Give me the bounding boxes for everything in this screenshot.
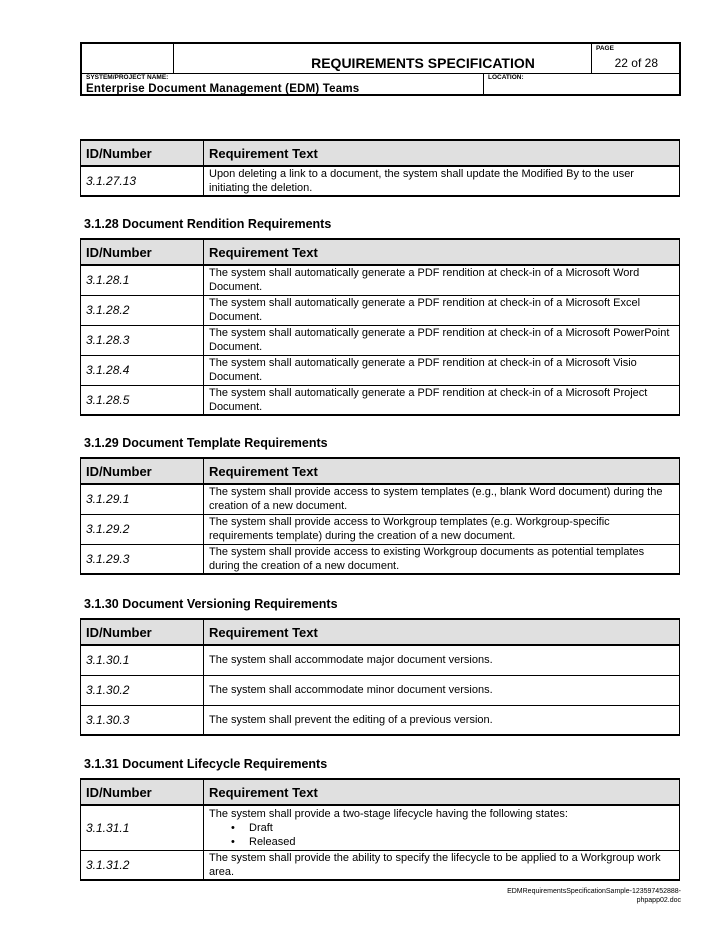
requirements-table-3-1-29 bbox=[80, 457, 680, 575]
table-row bbox=[81, 850, 680, 880]
requirement-id: 3.1.28.1 bbox=[81, 265, 204, 295]
section-title-3-1-30: 3.1.30 Document Versioning Requirements bbox=[84, 597, 338, 611]
table-header-row bbox=[81, 458, 680, 484]
list-item: • Draft bbox=[249, 821, 674, 835]
requirements-table-3-1-31 bbox=[80, 778, 680, 881]
requirement-id: 3.1.28.3 bbox=[81, 325, 204, 355]
requirement-id: 3.1.29.2 bbox=[81, 514, 204, 544]
requirement-cell bbox=[204, 805, 680, 850]
requirements-table-3-1-30 bbox=[80, 618, 680, 736]
requirement-text: The system shall provide a two-stage lifecycle having the following states: bbox=[209, 807, 568, 820]
requirement-id: 3.1.31.2 bbox=[81, 850, 204, 880]
table-header-row bbox=[81, 779, 680, 805]
column-header-text: Requirement Text bbox=[204, 619, 680, 645]
column-header-id: ID/Number bbox=[81, 619, 204, 645]
table-row bbox=[81, 645, 680, 675]
location-box bbox=[483, 73, 682, 96]
requirement-id: 3.1.30.1 bbox=[81, 645, 204, 675]
page-number: 22 of 28 bbox=[614, 56, 658, 70]
table-row bbox=[81, 325, 680, 355]
table-header-row bbox=[81, 140, 680, 166]
table-header-row bbox=[81, 239, 680, 265]
requirement-text: The system shall automatically generate a PDF rendition at check-in of a Microsoft Word Document. bbox=[204, 265, 680, 295]
table-row bbox=[81, 166, 680, 196]
table-row bbox=[81, 544, 680, 574]
header-system-row bbox=[82, 73, 679, 96]
requirement-text: The system shall automatically generate a PDF rendition at check-in of a Microsoft PowerPoint Document. bbox=[204, 325, 680, 355]
table-header-row bbox=[81, 619, 680, 645]
requirement-id: 3.1.28.2 bbox=[81, 295, 204, 325]
requirement-text: The system shall automatically generate a PDF rendition at check-in of a Microsoft Excel Document. bbox=[204, 295, 680, 325]
requirement-text: The system shall prevent the editing of a previous version. bbox=[204, 705, 680, 735]
footer-filename-line1: EDMRequirementsSpecificationSample-123597452888- bbox=[507, 888, 681, 895]
footer-filename-line2: phpapp02.doc bbox=[636, 897, 681, 904]
section-title-3-1-31: 3.1.31 Document Lifecycle Requirements bbox=[84, 757, 328, 771]
column-header-text: Requirement Text bbox=[204, 779, 680, 805]
requirement-id: 3.1.30.3 bbox=[81, 705, 204, 735]
requirement-id: 3.1.27.13 bbox=[81, 166, 204, 196]
requirement-text: The system shall automatically generate a PDF rendition at check-in of a Microsoft Visio Document. bbox=[204, 355, 680, 385]
requirements-table-3-1-28 bbox=[80, 238, 680, 416]
requirement-text: Upon deleting a link to a document, the system shall update the Modified By to the user initiating the deletion. bbox=[204, 166, 680, 196]
requirement-text: The system shall accommodate major document versions. bbox=[204, 645, 680, 675]
system-label: SYSTEM/PROJECT NAME: bbox=[86, 74, 169, 81]
table-row bbox=[81, 705, 680, 735]
table-row bbox=[81, 355, 680, 385]
requirement-text: The system shall provide the ability to specify the lifecycle to be applied to a Workgroup work area. bbox=[204, 850, 680, 880]
column-header-text: Requirement Text bbox=[204, 239, 680, 265]
column-header-text: Requirement Text bbox=[204, 140, 680, 166]
requirement-id: 3.1.31.1 bbox=[81, 805, 204, 850]
header-left-cell bbox=[82, 44, 174, 73]
section-title-3-1-29: 3.1.29 Document Template Requirements bbox=[84, 436, 328, 450]
table-row bbox=[81, 805, 680, 850]
requirement-id: 3.1.29.1 bbox=[81, 484, 204, 514]
page-label: PAGE bbox=[596, 45, 614, 52]
document-title: REQUIREMENTS SPECIFICATION bbox=[311, 55, 535, 71]
requirement-id: 3.1.29.3 bbox=[81, 544, 204, 574]
lifecycle-states-list bbox=[209, 821, 674, 849]
column-header-id: ID/Number bbox=[81, 458, 204, 484]
header-title-row bbox=[82, 44, 679, 74]
document-header bbox=[80, 42, 681, 96]
system-name: Enterprise Document Management (EDM) Teams bbox=[86, 83, 360, 95]
location-label: LOCATION: bbox=[488, 74, 524, 81]
page-box bbox=[591, 44, 682, 73]
column-header-id: ID/Number bbox=[81, 779, 204, 805]
requirement-id: 3.1.28.5 bbox=[81, 385, 204, 415]
table-row bbox=[81, 675, 680, 705]
document-footer bbox=[431, 887, 681, 905]
section-title-3-1-28: 3.1.28 Document Rendition Requirements bbox=[84, 217, 332, 231]
requirement-id: 3.1.30.2 bbox=[81, 675, 204, 705]
table-row bbox=[81, 295, 680, 325]
requirement-text: The system shall provide access to Workgroup templates (e.g. Workgroup-specific requirements template) during the creation of a new document. bbox=[204, 514, 680, 544]
table-row bbox=[81, 265, 680, 295]
requirement-text: The system shall provide access to system templates (e.g., blank Word document) during the creation of a new document. bbox=[204, 484, 680, 514]
requirement-text: The system shall automatically generate a PDF rendition at check-in of a Microsoft Project Document. bbox=[204, 385, 680, 415]
column-header-text: Requirement Text bbox=[204, 458, 680, 484]
requirement-text: The system shall provide access to existing Workgroup documents as potential templates during the creation of a new document. bbox=[204, 544, 680, 574]
column-header-id: ID/Number bbox=[81, 140, 204, 166]
column-header-id: ID/Number bbox=[81, 239, 204, 265]
table-row bbox=[81, 385, 680, 415]
requirement-text: The system shall accommodate minor document versions. bbox=[204, 675, 680, 705]
table-row bbox=[81, 514, 680, 544]
list-item: • Released bbox=[249, 835, 674, 849]
requirement-id: 3.1.28.4 bbox=[81, 355, 204, 385]
requirements-table-3-1-27 bbox=[80, 139, 680, 197]
table-row bbox=[81, 484, 680, 514]
